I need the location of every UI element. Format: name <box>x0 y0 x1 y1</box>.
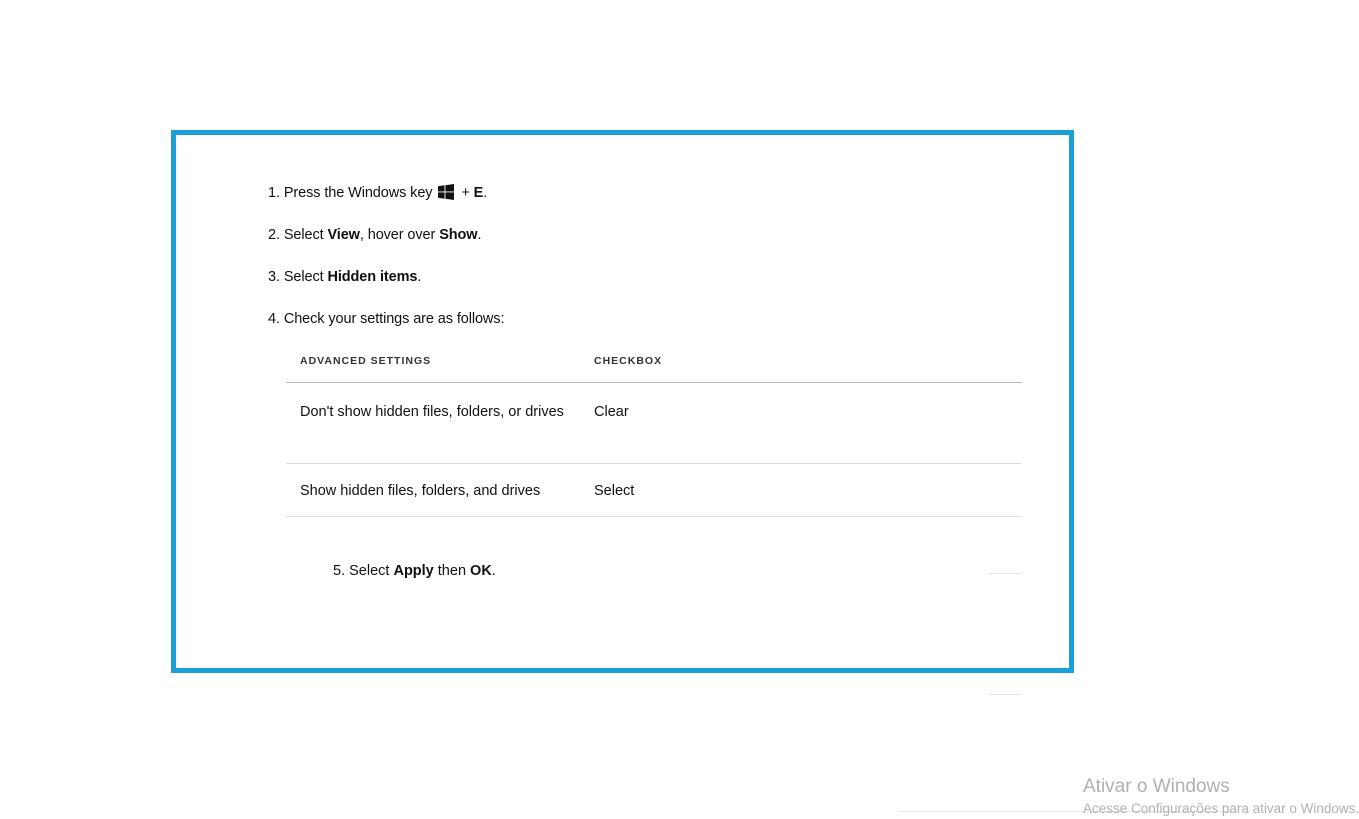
step-text: Select <box>283 227 324 243</box>
step-text: Select <box>349 563 390 579</box>
step-2 <box>268 222 504 264</box>
watermark-subtitle: Acesse Configurações para ativar o Windows. <box>1083 801 1359 816</box>
ok-button-name: OK <box>470 563 492 579</box>
step-text: Press the Windows key <box>283 185 433 201</box>
step-number: 4. <box>268 311 280 327</box>
step-number: 3. <box>268 269 280 285</box>
activation-watermark <box>1083 775 1359 819</box>
settings-table <box>286 340 1022 517</box>
view-menu-name: View <box>327 227 360 243</box>
column-header-advanced-settings: ADVANCED SETTINGS <box>286 340 580 383</box>
step-number: 1. <box>268 185 280 201</box>
plus-sign: + <box>461 185 470 201</box>
checkbox-cell: Select <box>580 464 1022 517</box>
table-header-row <box>286 340 1022 383</box>
step-1 <box>268 180 504 222</box>
step-5 <box>333 558 496 584</box>
instruction-steps <box>268 180 504 348</box>
period: . <box>483 185 488 201</box>
step-3 <box>268 264 504 306</box>
table-row <box>286 383 1022 464</box>
step-text-mid: , hover over <box>359 227 436 243</box>
step-text-mid: then <box>437 563 467 579</box>
step-number: 2. <box>268 227 280 243</box>
key-e: E <box>473 185 484 201</box>
step-text: Check your settings are as follows: <box>283 311 505 327</box>
checkbox-cell: Clear <box>580 383 1022 464</box>
setting-cell: Show hidden files, folders, and drives <box>286 464 580 517</box>
apply-button-name: Apply <box>393 563 434 579</box>
period: . <box>477 227 482 243</box>
step-number: 5. <box>333 563 346 579</box>
hidden-items-option: Hidden items <box>327 269 418 285</box>
watermark-title: Ativar o Windows <box>1083 776 1230 797</box>
show-menu-name: Show <box>439 227 478 243</box>
divider <box>989 573 1022 574</box>
table-row <box>286 464 1022 517</box>
period: . <box>417 269 422 285</box>
setting-cell: Don't show hidden files, folders, or drives <box>286 383 580 464</box>
column-header-checkbox: CHECKBOX <box>580 340 1022 383</box>
divider <box>989 694 1022 695</box>
windows-logo-icon <box>438 184 454 200</box>
period: . <box>491 563 496 579</box>
step-text: Select <box>283 269 324 285</box>
